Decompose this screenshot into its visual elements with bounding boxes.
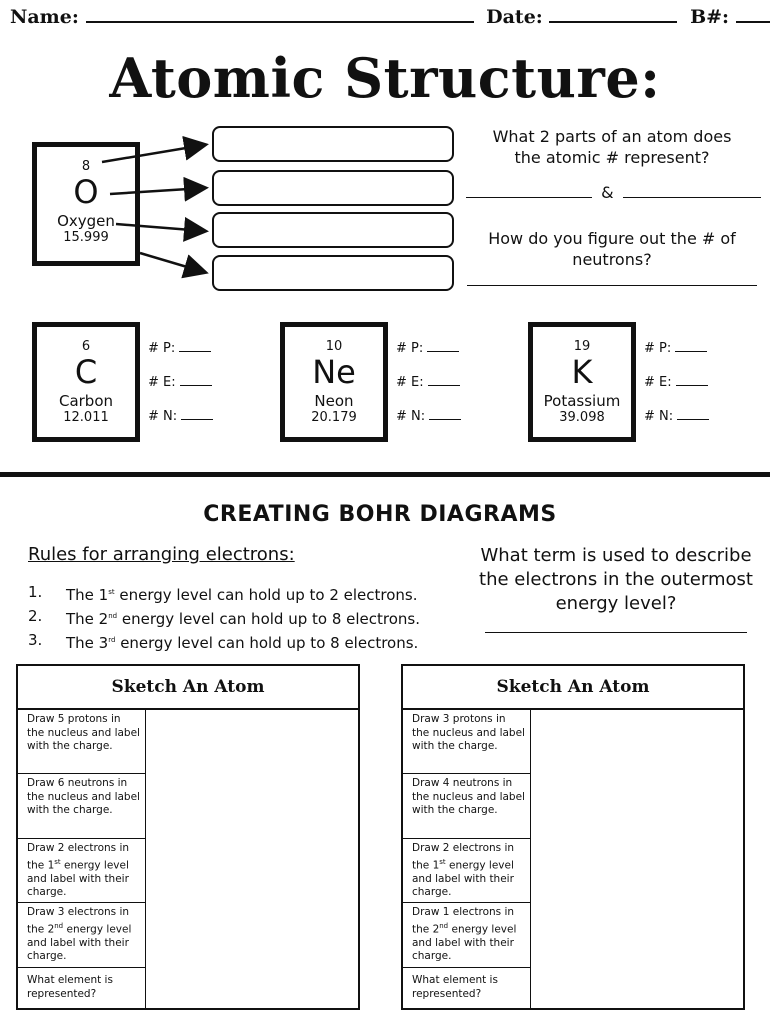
protons-label: # P: (396, 341, 424, 356)
potassium-symbol: K (571, 353, 593, 391)
answer-blank-part-two[interactable] (623, 197, 761, 198)
instruction-cell: What element is represented? (412, 974, 498, 1000)
neon-protons-blank[interactable] (427, 351, 459, 352)
sketch-atom-left (16, 664, 360, 1010)
question-atomic-number-text: What 2 parts of an atom does the atomic # represent? (492, 127, 732, 167)
neon-atomic-number: 10 (325, 339, 343, 354)
rule-number: 1. (28, 583, 43, 601)
oxygen-mass: 15.999 (63, 230, 109, 245)
protons-label: # P: (148, 341, 176, 356)
instruction-cell: Draw 2 electrons in the 1st energy level and label with their charge. (403, 839, 530, 903)
name-label: Name: (10, 6, 79, 28)
instruction-cell: Draw 2 electrons in the 1st energy level and label with their charge. (18, 839, 145, 903)
carbon-electrons-blank[interactable] (180, 385, 212, 386)
instruction-cell: What element is represented? (27, 974, 113, 1000)
oxygen-name: Oxygen (57, 212, 115, 230)
rule-item (28, 630, 420, 654)
neon-name: Neon (314, 392, 354, 410)
question-atomic-number-blanks (466, 182, 758, 203)
neon-mass: 20.179 (311, 410, 357, 425)
potassium-protons-blank[interactable] (675, 351, 707, 352)
answer-box-mass[interactable] (212, 255, 454, 291)
rules-list (28, 582, 420, 654)
neon-symbol: Ne (312, 353, 356, 391)
date-label: Date: (486, 6, 543, 28)
oxygen-atomic-number: 8 (81, 159, 91, 174)
electrons-label: # E: (644, 375, 672, 390)
potassium-element-box (528, 322, 636, 442)
carbon-name: Carbon (58, 392, 114, 410)
instructions-column (403, 710, 531, 1008)
potassium-atomic-number: 19 (573, 339, 591, 354)
valence-answer-blank[interactable] (485, 621, 747, 633)
drawing-area[interactable] (147, 710, 358, 1008)
bohr-section-title: CREATING BOHR DIAGRAMS (203, 502, 557, 527)
potassium-mass: 39.098 (559, 410, 605, 425)
rules-heading: Rules for arranging electrons: (28, 544, 295, 565)
instructions-column (18, 710, 146, 1008)
question-atomic-number (466, 126, 758, 203)
instruction-cell: Draw 4 neutrons in the nucleus and label with the charge. (403, 774, 530, 839)
oxygen-symbol: O (73, 173, 99, 211)
carbon-atomic-number: 6 (81, 339, 91, 354)
answer-box-symbol[interactable] (212, 170, 454, 206)
sketch-title: Sketch An Atom (403, 666, 743, 710)
valence-question (478, 544, 754, 640)
rule-number: 2. (28, 607, 43, 625)
arrow-to-atomic-number (102, 145, 204, 162)
carbon-neutrons-blank[interactable] (181, 419, 213, 420)
neutrons-label: # N: (148, 409, 178, 424)
answer-blank-neutrons[interactable] (467, 276, 757, 286)
instruction-cell: Draw 3 electrons in the 2nd energy level and label with their charge. (18, 903, 145, 968)
neon-electrons-blank[interactable] (428, 385, 460, 386)
neutrons-label: # N: (396, 409, 426, 424)
carbon-protons-blank[interactable] (179, 351, 211, 352)
carbon-counts (148, 332, 213, 434)
instruction-cell: Draw 6 neutrons in the nucleus and label with the charge. (18, 774, 145, 839)
answer-blank-part-one[interactable] (466, 197, 592, 198)
ampersand: & (601, 183, 614, 202)
neon-neutrons-blank[interactable] (429, 419, 461, 420)
neon-element-box (280, 322, 388, 442)
instruction-cell: Draw 1 electrons in the 2nd energy level and label with their charge. (403, 903, 530, 968)
instruction-cell: Draw 3 protons in the nucleus and label with the charge. (403, 710, 530, 774)
answer-box-atomic-number[interactable] (212, 126, 454, 162)
potassium-name: Potassium (543, 392, 621, 410)
potassium-neutrons-blank[interactable] (677, 419, 709, 420)
question-neutrons (466, 228, 758, 291)
neon-counts (396, 332, 461, 434)
valence-question-text: What term is used to describe the electrons in the outermost energy level? (479, 545, 753, 614)
arrow-to-name (116, 224, 204, 231)
section-divider (0, 472, 770, 477)
sketch-atom-right (401, 664, 745, 1010)
electrons-label: # E: (396, 375, 424, 390)
potassium-electrons-blank[interactable] (676, 385, 708, 386)
arrow-to-symbol (110, 188, 204, 194)
potassium-counts (644, 332, 709, 434)
answer-box-name[interactable] (212, 212, 454, 248)
neutrons-label: # N: (644, 409, 674, 424)
carbon-symbol: C (74, 353, 98, 391)
rule-item (28, 582, 420, 606)
electrons-label: # E: (148, 375, 176, 390)
rule-text: The 3rd energy level can hold up to 8 electrons. (66, 634, 419, 652)
sketch-title: Sketch An Atom (18, 666, 358, 710)
rule-number: 3. (28, 631, 43, 649)
rule-item (28, 606, 420, 630)
b-number-label: B#: (690, 6, 730, 28)
carbon-mass: 12.011 (63, 410, 109, 425)
arrow-to-mass (140, 253, 204, 272)
carbon-element-box (32, 322, 140, 442)
rule-text: The 1st energy level can hold up to 2 electrons. (66, 586, 418, 604)
page-title: Atomic Structure: (109, 46, 661, 110)
question-neutrons-text: How do you figure out the # of neutrons? (488, 229, 736, 269)
rule-text: The 2nd energy level can hold up to 8 electrons. (66, 610, 420, 628)
instruction-cell: Draw 5 protons in the nucleus and label with the charge. (18, 710, 145, 774)
protons-label: # P: (644, 341, 672, 356)
drawing-area[interactable] (532, 710, 743, 1008)
